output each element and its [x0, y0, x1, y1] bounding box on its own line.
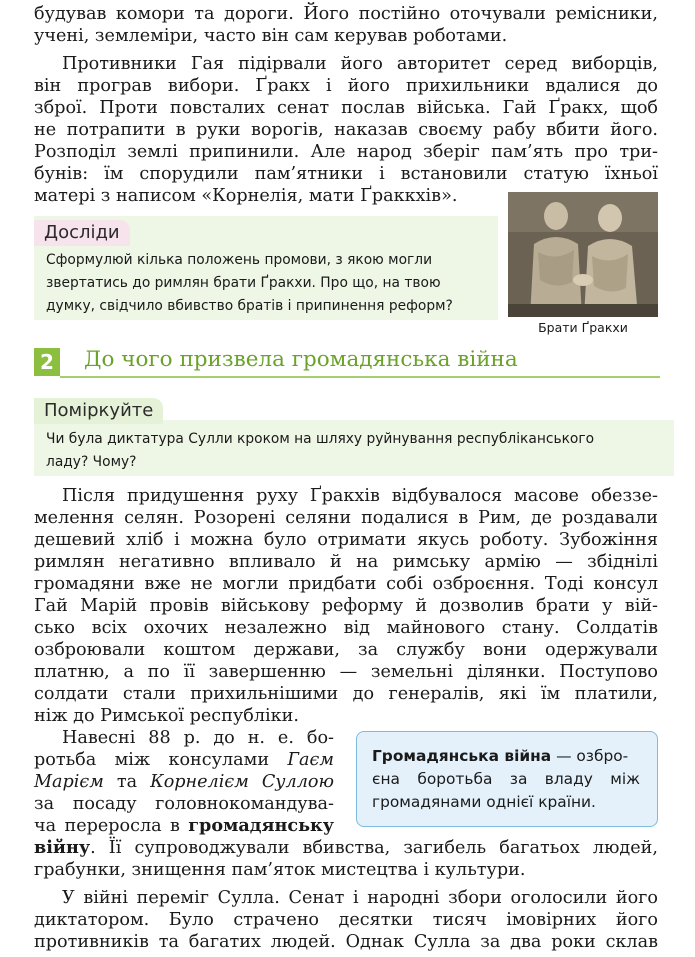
person-name: Корнелієм Суллою — [150, 772, 334, 792]
text-line: У війні переміг Сулла. Сенат і народні збори оголосили його — [62, 888, 658, 908]
text-line: громадяни вже не могли придбати собі озброєння. Тоді консул — [34, 574, 658, 594]
text-line: диктатором. Було страчено десятки тисяч імовірних його — [34, 910, 658, 930]
text-line: Навесні 88 р. до н. е. бо- — [62, 728, 334, 748]
text-line: не потрапити в руки ворогів, наказав своєму рабу вбити його. — [34, 120, 658, 140]
text-line: противників та багатих людей. Однак Сулла за два роки склав — [34, 932, 658, 952]
text-line: грабунки, знищення пам’яток мистецтва і культури. — [34, 860, 526, 880]
text-line: мелення селян. Розорені селяни подалися в Рим, де роздавали — [34, 508, 658, 528]
text-line: він програв вибори. Ґракх і його прихильники вдалися до — [34, 76, 658, 96]
text-line: учені, землеміри, часто він сам керував роботами. — [34, 26, 508, 46]
text-line: матері з написом «Корнелія, мати Ґраккхів». — [34, 186, 458, 206]
explore-box-line: думку, свідчило вбивство братів і припинення реформ? — [46, 298, 453, 314]
think-box-heading: Поміркуйте — [34, 398, 163, 424]
text-line — [34, 837, 658, 859]
text-line: Після придушення руху Ґракхів відбувалося масове обеззе- — [62, 486, 658, 506]
photo-caption: Брати Ґракхи — [538, 320, 628, 335]
text-line: платню, а по її завершенню — земельні ділянки. Поступово — [34, 662, 658, 682]
text-line: Противники Гая підірвали його авторитет серед виборців, — [62, 54, 658, 74]
section-number: 2 — [34, 348, 60, 376]
text-fragment: ротьба між консулами — [34, 750, 288, 770]
text-line: будував комори та дороги. Його постійно оточували ремісники, — [34, 4, 658, 24]
explore-box-line: Сформулюй кілька положень промови, з якою могли — [46, 252, 433, 268]
text-line: дешевий хліб і можна було отримати якусь роботу. Зубожіння — [34, 530, 658, 550]
text-fragment: — озбро- — [551, 747, 629, 765]
text-line — [34, 749, 334, 771]
definition-term: Громадянська війна — [372, 747, 552, 765]
explore-box-line: звертатись до римлян брати Ґракхи. Про що, на твою — [46, 275, 441, 291]
key-term: громадянську — [188, 815, 334, 836]
think-box-line: Чи була диктатура Сулли кроком на шляху руйнування республіканського — [46, 431, 595, 447]
section-title: До чого призвела громадянська війна — [84, 347, 518, 372]
text-line — [34, 771, 334, 793]
text-line: зброї. Проти повсталих сенат послав війська. Гай Ґракх, щоб — [34, 98, 658, 118]
statue-image-icon — [508, 192, 658, 317]
person-name: Марієм — [34, 772, 104, 792]
text-line: Розподіл землі припинили. Але народ зберіг пам’ять про три- — [34, 142, 658, 162]
person-name: Гаєм — [287, 750, 334, 770]
text-line: ніж до Римської республіки. — [34, 706, 299, 726]
text-line: Гай Марій провів військову реформу й дозволив брати у вій- — [34, 596, 658, 616]
text-line: озброювали коштом держави, за службу вони одержували — [34, 640, 658, 660]
text-line: бунів: їм спорудили пам’ятники і встановили статую їхньої — [34, 164, 658, 184]
key-term: війну — [34, 837, 91, 858]
section-divider — [60, 376, 660, 378]
definition-line: громадянами однієї країни. — [372, 793, 596, 811]
text-line: римлян негативно впливало й на римську армію — збіднілі — [34, 552, 658, 572]
text-line: солдати стали прихильнішими до генералів, які їм платили, — [34, 684, 658, 704]
definition-line — [372, 745, 642, 767]
text-fragment: та — [103, 772, 151, 792]
text-line: сько всіх охочих незалежно від майнового стану. Солдатів — [34, 618, 658, 638]
text-fragment: . Її супроводжували вбивства, загибель багатьох людей, — [90, 838, 658, 858]
gracchi-statue-photo — [508, 192, 658, 317]
definition-line: єна боротьба за владу між — [372, 770, 640, 788]
text-line: за посаду головнокомандува- — [34, 794, 334, 814]
text-fragment: ча переросла в — [34, 816, 189, 836]
think-box-line: ладу? Чому? — [46, 454, 137, 470]
explore-box-heading: Досліди — [34, 220, 130, 246]
text-line — [34, 815, 334, 837]
